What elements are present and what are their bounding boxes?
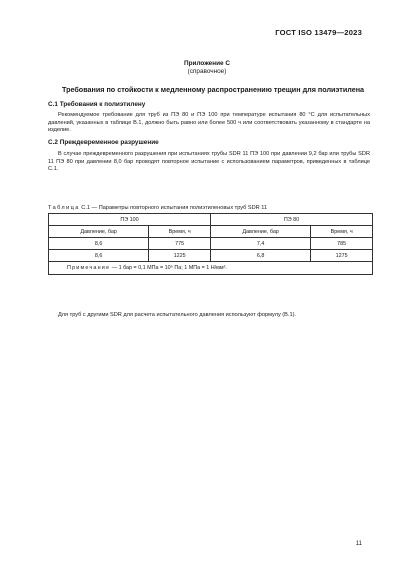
table-row <box>49 238 373 250</box>
appendix-title: Приложение С <box>184 60 230 67</box>
after-table-text: Для труб с другими SDR для расчета испытательного давления используют формулу (В.1). <box>58 312 296 318</box>
section-text-c2: В случае преждевременного разрушения при испытаниях трубы SDR 11 ПЭ 100 при давлении 9,2 бар или трубы SDR 11 ПЭ 80 при давлении 8,0 бар проводят повторное испытание с использованием параметров, приведенных в таблице С.1. <box>48 151 370 173</box>
col-header: Давление, бар <box>210 226 310 238</box>
col-header: Время, ч <box>311 226 373 238</box>
page-number: 11 <box>355 541 362 547</box>
table-row <box>49 250 373 262</box>
document-code: ГОСТ ISO 13479—2023 <box>275 28 362 37</box>
appendix-heading: Требования по стойкости к медленному распространению трещин для полиэтилена <box>61 85 365 94</box>
col-header: Давление, бар <box>49 226 149 238</box>
table-header-row <box>49 226 373 238</box>
note-text: — 1 бар = 0,1 МПа = 10⁵ Па; 1 МПа = 1 Н/мм². <box>110 265 227 271</box>
table-cell: 785 <box>311 238 373 250</box>
group-header-pe100: ПЭ 100 <box>49 214 211 226</box>
table-cell: 7,4 <box>210 238 310 250</box>
section-heading-c1: С.1 Требования к полиэтилену <box>48 101 146 108</box>
note-label: Примечание <box>67 265 111 271</box>
table-cell: 1225 <box>149 250 211 262</box>
table-cell: 1275 <box>311 250 373 262</box>
table-caption <box>48 205 267 211</box>
table-note-row <box>49 262 373 275</box>
table-cell: 8,6 <box>49 250 149 262</box>
table-caption-prefix: Таблица <box>48 205 80 211</box>
section-text-c1: Рекомендуемое требование для труб из ПЭ 80 и ПЭ 100 при температуре испытания 80 °С для испытательных давлений, указанных в таблице В.1, должно быть равно или более 500 ч или соответствовать указанному в стандарте на изделие. <box>48 112 370 134</box>
section-heading-c2: С.2 Преждевременное разрушение <box>48 139 159 146</box>
table-cell: 6,8 <box>210 250 310 262</box>
table-cell: 775 <box>149 238 211 250</box>
table-cell: 8,6 <box>49 238 149 250</box>
group-header-pe80: ПЭ 80 <box>210 214 372 226</box>
appendix-subtitle: (справочное) <box>187 68 227 75</box>
table-note <box>49 262 373 275</box>
col-header: Время, ч <box>149 226 211 238</box>
parameters-table <box>48 213 373 275</box>
table-caption-text: С.1 — Параметры повторного испытания полиэтиленовых труб SDR 11 <box>81 205 268 211</box>
table-group-row <box>49 214 373 226</box>
